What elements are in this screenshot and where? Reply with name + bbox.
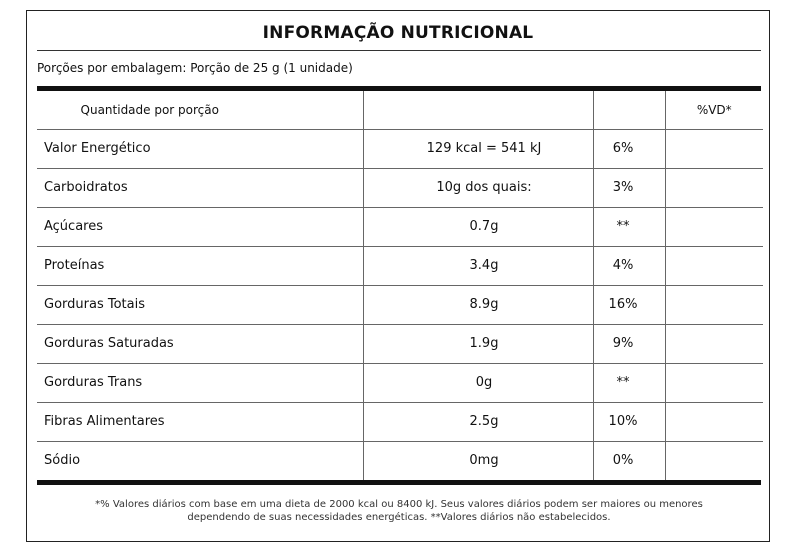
nutrient-name: Valor Energético — [37, 129, 363, 168]
nutrient-name: Gorduras Totais — [37, 285, 363, 324]
table-row — [37, 246, 763, 285]
nutrient-dv: 9% — [593, 324, 665, 363]
header-dv: %VD* — [665, 91, 763, 129]
nutrient-dv: 3% — [593, 168, 665, 207]
nutrient-amount: 10g dos quais: — [363, 168, 593, 207]
empty-cell — [665, 402, 763, 441]
nutrient-amount: 0g — [363, 363, 593, 402]
nutrient-amount: 8.9g — [363, 285, 593, 324]
table-header-row — [37, 91, 763, 129]
header-amount — [363, 91, 593, 129]
nutrient-name: Fibras Alimentares — [37, 402, 363, 441]
table-row — [37, 285, 763, 324]
nutrient-dv: 6% — [593, 129, 665, 168]
empty-cell — [665, 168, 763, 207]
thick-divider-bottom — [37, 480, 761, 485]
table-row — [37, 402, 763, 441]
nutrition-table — [37, 91, 763, 480]
empty-cell — [665, 363, 763, 402]
footnote-line-2: dependendo de suas necessidades energéticas. **Valores diários não estabelecidos. — [187, 512, 611, 523]
nutrient-dv: 10% — [593, 402, 665, 441]
header-dv-value — [593, 91, 665, 129]
nutrient-name: Gorduras Saturadas — [37, 324, 363, 363]
nutrient-amount: 3.4g — [363, 246, 593, 285]
footnote-line-1: *% Valores diários com base em uma dieta de 2000 kcal ou 8400 kJ. Seus valores diários podem ser maiores ou menores — [95, 499, 703, 510]
nutrient-name: Carboidratos — [37, 168, 363, 207]
label-title: INFORMAÇÃO NUTRICIONAL — [262, 23, 534, 43]
table-row — [37, 324, 763, 363]
nutrient-name: Açúcares — [37, 207, 363, 246]
footnote — [37, 498, 761, 524]
nutrient-name: Gorduras Trans — [37, 363, 363, 402]
table-row — [37, 129, 763, 168]
nutrient-dv: 4% — [593, 246, 665, 285]
empty-cell — [665, 207, 763, 246]
empty-cell — [665, 324, 763, 363]
empty-cell — [665, 285, 763, 324]
table-row — [37, 207, 763, 246]
serving-info: Porções por embalagem: Porção de 25 g (1 unidade) — [37, 50, 761, 88]
empty-cell — [665, 246, 763, 285]
nutrient-amount: 2.5g — [363, 402, 593, 441]
nutrient-name: Sódio — [44, 453, 81, 469]
table-row — [37, 168, 763, 207]
nutrition-label — [26, 10, 770, 542]
empty-cell — [665, 441, 763, 480]
nutrient-dv: ** — [593, 363, 665, 402]
nutrient-dv: 0% — [593, 441, 665, 480]
nutrient-amount: 1.9g — [363, 324, 593, 363]
header-quantity: Quantidade por porção — [37, 91, 363, 129]
nutrient-amount: 0mg — [363, 441, 593, 480]
nutrient-dv: 16% — [593, 285, 665, 324]
nutrient-dv: ** — [593, 207, 665, 246]
empty-cell — [665, 129, 763, 168]
table-row — [37, 363, 763, 402]
nutrient-amount: 0.7g — [363, 207, 593, 246]
nutrient-amount: 129 kcal = 541 kJ — [363, 129, 593, 168]
nutrient-name: Proteínas — [37, 246, 363, 285]
table-row — [37, 441, 763, 480]
